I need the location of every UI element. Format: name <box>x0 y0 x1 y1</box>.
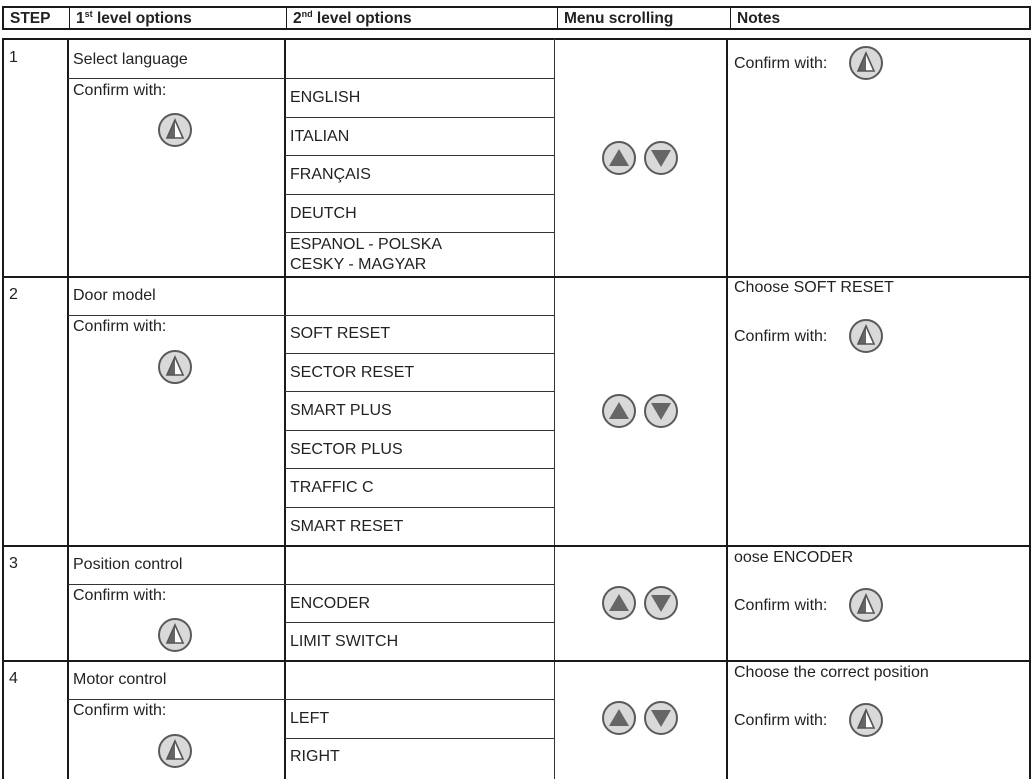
notes-text: Choose SOFT RESET <box>734 279 894 296</box>
row-line <box>68 315 555 316</box>
step-number: 1 <box>9 49 18 66</box>
confirm-label: Confirm with: <box>73 587 167 604</box>
row-line <box>68 78 555 79</box>
header-menu-scrolling: Menu scrolling <box>558 8 731 28</box>
arrow-down-button-icon <box>644 586 678 620</box>
option-item: ENGLISH <box>290 89 361 106</box>
header-first-level: 1st level options <box>70 8 287 28</box>
row-line <box>285 430 555 431</box>
row-line <box>285 117 555 118</box>
confirm-button-icon <box>849 46 883 80</box>
header-notes: Notes <box>737 10 781 27</box>
arrow-up-button-icon <box>602 141 636 175</box>
option-item: SECTOR PLUS <box>290 441 403 458</box>
confirm-label: Confirm with: <box>73 82 167 99</box>
option-item: ESPANOL - POLSKA <box>290 236 443 253</box>
option-item: RIGHT <box>290 748 340 765</box>
step-separator <box>2 660 1031 662</box>
row-line <box>285 622 555 623</box>
arrow-down-button-icon <box>644 141 678 175</box>
table-header <box>2 6 1031 30</box>
header-step: STEP <box>4 8 70 28</box>
option-item: FRANÇAIS <box>290 166 371 183</box>
row-line <box>285 391 555 392</box>
option-item: SOFT RESET <box>290 325 391 342</box>
arrow-up-button-icon <box>602 701 636 735</box>
step-separator <box>2 545 1031 547</box>
confirm-button-icon <box>849 319 883 353</box>
first-level-label: Select language <box>73 51 188 68</box>
notes-text: oose ENCODER <box>734 549 854 566</box>
column-line <box>284 38 286 779</box>
row-line <box>285 232 555 233</box>
column-line <box>726 38 728 779</box>
row-line <box>68 584 555 585</box>
step-number: 3 <box>9 555 18 572</box>
notes-text: Choose the correct position <box>734 664 929 681</box>
step-separator <box>2 276 1031 278</box>
arrow-down-button-icon <box>644 394 678 428</box>
first-level-label: Position control <box>73 556 183 573</box>
option-item: CESKY - MAGYAR <box>290 256 427 273</box>
confirm-button-icon <box>849 588 883 622</box>
option-item: TRAFFIC C <box>290 479 374 496</box>
confirm-button-icon <box>158 350 192 384</box>
column-line <box>554 38 555 779</box>
row-line <box>285 194 555 195</box>
step-number: 2 <box>9 286 18 303</box>
notes-confirm-label: Confirm with: <box>734 55 828 72</box>
arrow-up-button-icon <box>602 394 636 428</box>
notes-confirm-label: Confirm with: <box>734 328 828 345</box>
column-line <box>67 38 69 779</box>
option-item: ENCODER <box>290 595 371 612</box>
option-item: SMART RESET <box>290 518 404 535</box>
option-item: ITALIAN <box>290 128 350 145</box>
option-item: DEUTCH <box>290 205 357 222</box>
step-number: 4 <box>9 670 18 687</box>
option-item: LIMIT SWITCH <box>290 633 399 650</box>
arrow-down-button-icon <box>644 701 678 735</box>
confirm-label: Confirm with: <box>73 702 167 719</box>
confirm-label: Confirm with: <box>73 318 167 335</box>
confirm-button-icon <box>158 734 192 768</box>
row-line <box>285 353 555 354</box>
notes-confirm-label: Confirm with: <box>734 597 828 614</box>
option-item: SMART PLUS <box>290 402 392 419</box>
confirm-button-icon <box>158 113 192 147</box>
confirm-button-icon <box>849 703 883 737</box>
row-line <box>285 507 555 508</box>
first-level-label: Motor control <box>73 671 167 688</box>
notes-confirm-label: Confirm with: <box>734 712 828 729</box>
row-line <box>285 155 555 156</box>
row-line <box>285 738 555 739</box>
option-item: SECTOR RESET <box>290 364 415 381</box>
option-item: LEFT <box>290 710 330 727</box>
row-line <box>68 699 555 700</box>
header-second-level: 2nd level options <box>287 8 558 28</box>
confirm-button-icon <box>158 618 192 652</box>
row-line <box>285 468 555 469</box>
first-level-label: Door model <box>73 287 156 304</box>
arrow-up-button-icon <box>602 586 636 620</box>
